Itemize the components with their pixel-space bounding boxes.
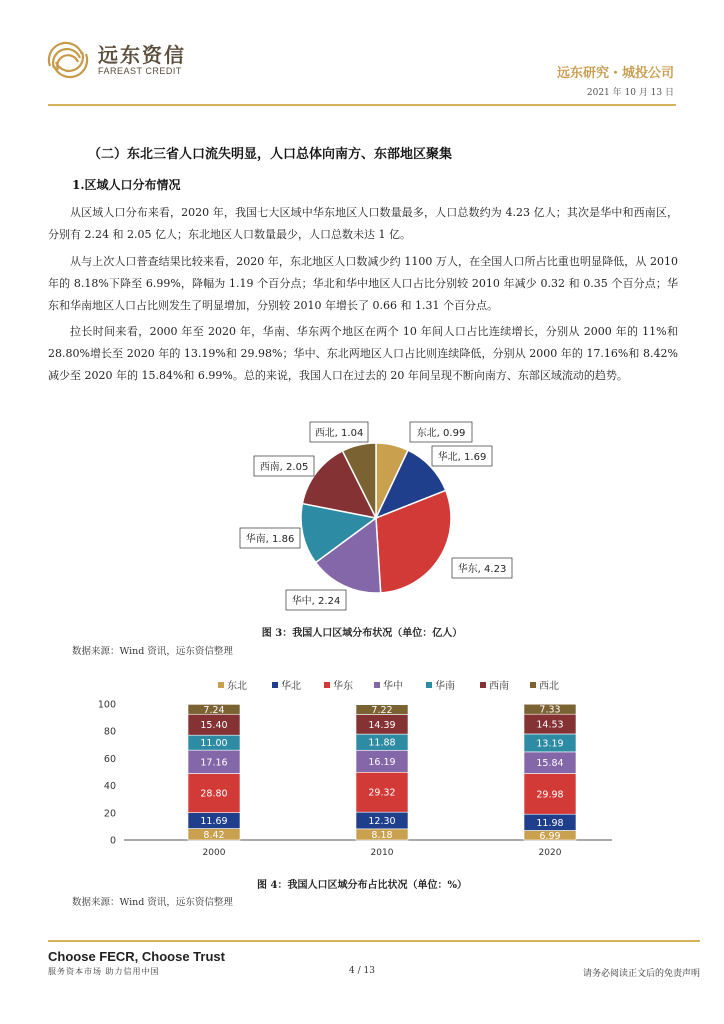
bar-value-label: 16.19 bbox=[368, 756, 396, 768]
bar-value-label: 11.88 bbox=[368, 737, 396, 749]
bar-value-label: 6.99 bbox=[539, 830, 561, 842]
bar-value-label: 11.00 bbox=[200, 738, 228, 750]
legend-label-西北: 西北 bbox=[539, 681, 559, 692]
bar-value-label: 28.80 bbox=[200, 788, 228, 800]
legend-label-东北: 东北 bbox=[227, 681, 247, 692]
stacked-bar-chart bbox=[0, 670, 724, 870]
logo-english-name: FAREAST CREDIT bbox=[98, 66, 182, 76]
header-divider bbox=[48, 104, 676, 106]
legend-label-华南: 华南 bbox=[435, 681, 455, 692]
legend-swatch-华南 bbox=[426, 682, 432, 688]
bar-value-label: 7.33 bbox=[539, 704, 561, 716]
figure-4-source: 数据来源：Wind 资讯，远东资信整理 bbox=[72, 897, 233, 908]
figure-3-source: 数据来源：Wind 资讯，远东资信整理 bbox=[72, 646, 233, 657]
pie-label-东北: 东北, 0.99 bbox=[416, 428, 466, 439]
x-tick-label: 2010 bbox=[370, 848, 394, 858]
figure-3-caption: 图 3：我国人口区域分布状况（单位：亿人） bbox=[261, 628, 463, 639]
x-tick-label: 2020 bbox=[538, 848, 562, 858]
bar-value-label: 15.84 bbox=[536, 758, 564, 770]
report-title: 远东研究・城投公司 bbox=[556, 66, 674, 81]
y-tick-label: 100 bbox=[97, 699, 116, 711]
bar-value-label: 11.98 bbox=[536, 817, 564, 829]
footer-subslogan: 服务资本市场 助力信用中国 bbox=[48, 967, 160, 976]
footer-divider bbox=[48, 940, 700, 942]
legend-swatch-西南 bbox=[480, 682, 486, 688]
pie-label-华南: 华南, 1.86 bbox=[245, 534, 295, 545]
legend-label-华北: 华北 bbox=[281, 681, 301, 692]
legend-label-华中: 华中 bbox=[383, 681, 403, 692]
report-date: 2021 年 10 月 13 日 bbox=[586, 88, 674, 98]
pie-label-西南: 西南, 2.05 bbox=[259, 462, 309, 473]
bar-value-label: 12.30 bbox=[368, 816, 396, 828]
subsection-title: 1.区域人口分布情况 bbox=[72, 178, 181, 192]
legend-swatch-华北 bbox=[272, 682, 278, 688]
footer-disclaimer: 请务必阅读正文后的免责声明 bbox=[582, 969, 700, 979]
bar-value-label: 17.16 bbox=[200, 757, 228, 769]
bar-value-label: 7.22 bbox=[371, 705, 393, 717]
bar-value-label: 14.53 bbox=[536, 719, 564, 731]
bar-value-label: 15.40 bbox=[200, 720, 228, 732]
legend-swatch-华东 bbox=[324, 682, 330, 688]
y-tick-label: 80 bbox=[103, 726, 116, 738]
legend-swatch-西北 bbox=[530, 682, 536, 688]
legend-swatch-东北 bbox=[218, 682, 224, 688]
bar-value-label: 29.98 bbox=[536, 789, 564, 801]
bar-value-label: 8.18 bbox=[371, 829, 393, 841]
legend-label-华东: 华东 bbox=[333, 681, 353, 692]
y-tick-label: 20 bbox=[103, 808, 116, 820]
footer-slogan: Choose FECR, Choose Trust bbox=[48, 949, 225, 964]
y-tick-label: 40 bbox=[103, 781, 116, 793]
section-title: （二）东北三省人口流失明显，人口总体向南方、东部地区聚集 bbox=[88, 147, 453, 162]
pie-label-西北: 西北, 1.04 bbox=[314, 428, 364, 439]
legend-swatch-华中 bbox=[374, 682, 380, 688]
pie-label-华中: 华中, 2.24 bbox=[291, 596, 341, 607]
bar-value-label: 13.19 bbox=[536, 738, 564, 750]
paragraph-3: 拉长时间来看，2000 年至 2020 年，华南、华东两个地区在两个 10 年间人口占比连续增长，分别从 2000 年的 11%和 28.80%增长至 2020 年的 13.19%和 29.98%；华中、东北两地区人口占比则连续降低，分别从 2000 年的 17.16%和 8.42%减少至 2020 年的 15.84%和 6.99%。总的来说，我国人口在过去的 20 年间呈现不断向南方、东部区域流动的趋势。 bbox=[48, 325, 678, 382]
paragraph-1: 从区域人口分布来看，2020 年，我国七大区域中华东地区人口数量最多，人口总数约为 4.23 亿人；其次是华中和西南区，分别有 2.24 和 2.05 亿人；东北地区人口数量最少，人口总数未达 1 亿。 bbox=[48, 206, 678, 241]
logo-chinese-name: 远东资信 bbox=[98, 43, 186, 67]
pie-label-华东: 华东, 4.23 bbox=[457, 564, 507, 575]
bar-value-label: 11.69 bbox=[200, 816, 228, 828]
bar-value-label: 7.24 bbox=[203, 704, 225, 716]
x-tick-label: 2000 bbox=[202, 848, 226, 858]
bar-value-label: 8.42 bbox=[203, 829, 225, 841]
y-tick-label: 60 bbox=[103, 753, 116, 765]
page-number: 4 / 13 bbox=[349, 966, 375, 976]
figure-4-caption: 图 4：我国人口区域分布占比状况（单位：%） bbox=[257, 880, 467, 891]
bar-value-label: 29.32 bbox=[368, 787, 396, 799]
y-tick-label: 0 bbox=[109, 835, 116, 847]
bar-value-label: 14.39 bbox=[368, 719, 396, 731]
legend-label-西南: 西南 bbox=[489, 681, 509, 692]
company-logo bbox=[44, 40, 186, 80]
fareast-logo-icon bbox=[44, 40, 92, 80]
paragraph-2: 从与上次人口普查结果比较来看，2020 年，东北地区人口数减少约 1100 万人，在全国人口所占比重也明显降低，从 2010 年的 8.18%下降至 6.99%，降幅为 1.19 个百分点；华北和华中地区人口占比分别较 2010 年减少 0.32 和 0.35 个百分点；华东和华南地区人口占比则发生了明显增加，分别较 2010 年增长了 0.66 和 1.31 个百分点。 bbox=[48, 255, 678, 312]
pie-chart bbox=[0, 418, 724, 618]
pie-label-华北: 华北, 1.69 bbox=[437, 452, 487, 463]
